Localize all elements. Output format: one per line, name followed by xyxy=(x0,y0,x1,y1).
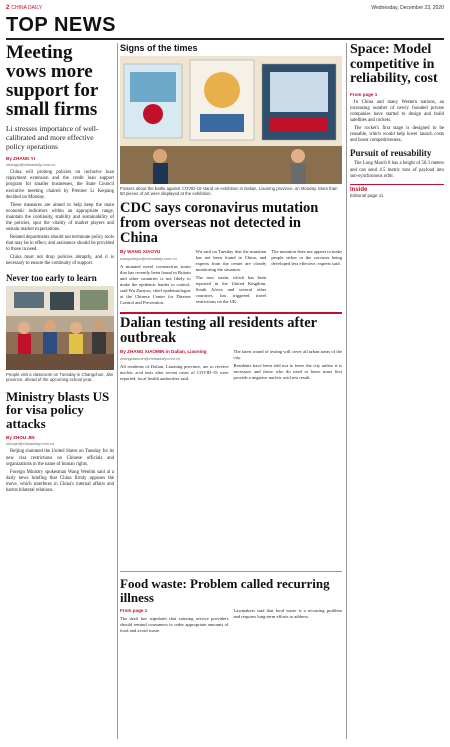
inside-box xyxy=(350,184,444,198)
lead-subhead: Never too early to learn xyxy=(6,272,97,283)
signs-label: Signs of the times xyxy=(120,43,198,53)
dalian-paragraph: The latest round of testing will cover all urban areas of the city. xyxy=(233,349,342,361)
lead-email: zhangyi@chinadaily.com.cn xyxy=(6,162,56,167)
visa-headline[interactable]: Ministry blasts US for visa policy attacks xyxy=(6,388,110,431)
lead-byline: By ZHANG YI xyxy=(6,156,36,161)
cdc-column-2 xyxy=(196,249,267,306)
dalian-column-1 xyxy=(120,349,229,382)
food-story xyxy=(120,575,342,634)
cdc-body xyxy=(120,249,342,306)
lead-headline[interactable]: Meeting vows more support for small firms xyxy=(6,42,99,120)
posters-caption: Posters about the battle against COVID-19 stand on exhibition in Dalian, Liaoning province, on Monday. More than 50 pieces of art were displayed at the exhibition. xyxy=(120,186,338,197)
cdc-headline[interactable]: CDC says coronavirus mutation from overseas not detected in China xyxy=(120,200,319,247)
food-headline[interactable]: Food waste: Problem called recurring illness xyxy=(120,576,330,605)
food-from-label: From page 1 xyxy=(120,608,148,613)
posters-illustration xyxy=(120,56,342,184)
lead-paragraph: China must not drop policies abruptly, and it is necessary to ensure the continuity of support. xyxy=(6,255,114,267)
visa-paragraph: Foreign Ministry spokesman Wang Wenbin said at a daily news briefing that China firmly opposes the move, which interferes in China's internal affairs and harms bilateral relations. xyxy=(6,469,114,494)
visa-email: zhoujin@chinadaily.com.cn xyxy=(6,441,55,447)
dalian-column-2 xyxy=(234,349,343,382)
food-body xyxy=(120,608,342,634)
space-paragraph: The rocket's first stage is designed to be reusable, which would help lower launch costs and boost competitiveness. xyxy=(350,125,444,144)
middle-column xyxy=(120,43,342,382)
left-column xyxy=(6,43,114,496)
section-title: TOP NEWS xyxy=(6,14,116,36)
lead-paragraph: China will prolong policies on inclusive loan repayment extension and the credit loan support program for smaller businesses, the State Council executive meeting chaired by Premier Li Keqiang decided on Monday. xyxy=(6,170,114,200)
food-paragraph: Lawmakers said that food waste is a recurring problem and requires long-term efforts to address. xyxy=(233,608,342,619)
food-column-2 xyxy=(234,608,343,634)
visa-byline: By ZHOU JIN xyxy=(6,435,35,441)
dalian-rule xyxy=(120,312,342,314)
lead-paragraph: Related departments should not terminate policy tools that may be in effect, and assistance should be provided to those in need. xyxy=(6,235,114,253)
column-divider-right xyxy=(346,43,347,739)
cdc-email: wangxiaoyu@chinadaily.com.cn xyxy=(120,256,177,262)
dalian-headline[interactable]: Dalian testing all residents after outbreak xyxy=(120,315,317,347)
inside-label: Inside xyxy=(350,187,368,194)
food-paragraph: The draft law stipulates that catering service providers should remind consumers to order appropriate amounts of food and avoid waste. xyxy=(120,616,229,633)
space-from-label: From page 1 xyxy=(350,91,378,97)
space-body-2 xyxy=(350,161,444,180)
posters-photo xyxy=(120,56,342,184)
cdc-column-1 xyxy=(120,249,191,306)
dalian-paragraph: All residents of Dalian, Liaoning province, are to receive nucleic acid tests after recent cases of COVID-19 were reported, local health authorities said. xyxy=(120,364,229,382)
food-story-rule xyxy=(120,571,342,572)
dalian-email: zhangxiaomin@chinadaily.com.cn xyxy=(120,356,181,362)
visa-paragraph: Beijing slammed the United States on Tuesday for its new visa restrictions on Chinese officials and organizations in the name of human rights. xyxy=(6,449,114,467)
dalian-byline: By ZHANG XIAOMIN in Dalian, Liaoning xyxy=(120,349,207,355)
space-body xyxy=(350,100,444,145)
cdc-column-3 xyxy=(271,249,342,306)
column-divider-left xyxy=(117,43,118,739)
header-rule xyxy=(6,38,444,40)
classroom-caption: People visit a classroom on Tuesday in Changchun, Jilin province, ahead of the upcoming school year. xyxy=(6,371,114,382)
dalian-body xyxy=(120,349,342,382)
cdc-paragraph: The mutation does not appear to make people sicker or the vaccines being developed less effective, experts said. xyxy=(271,249,343,267)
dalian-paragraph: Residents have been told not to leave the city unless it is necessary and those who do need to leave must first provide a negative nucleic acid test result. xyxy=(233,363,342,381)
lead-body xyxy=(6,170,114,268)
classroom-illustration xyxy=(6,286,114,370)
space-paragraph: The Long March 8 has a height of 50.3 meters and can send 4.5 metric tons of payload into sun-synchronous orbit. xyxy=(350,161,444,179)
lead-paragraph: These measures are aimed to help keep the main economic indicators within an appropriate range, maintain the continuity, stability and sustainability of the policies, spur the vitality of market players and sustain market expectations. xyxy=(6,202,114,233)
space-headline[interactable]: Space: Model competitive in reliability, cost xyxy=(350,42,438,86)
space-paragraph: In China and many Western nations, an increasing number of newly founded private companies have started to design and build satellites and rockets. xyxy=(350,99,444,124)
visa-body xyxy=(6,449,114,494)
issue-date: Wednesday, December 23, 2020 xyxy=(371,5,444,11)
inside-item[interactable]: Editorial page 11 xyxy=(350,193,384,199)
lead-deck: Li stresses importance of well-calibrated and more effective policy operations xyxy=(6,124,99,151)
cdc-paragraph: A mutated novel coronavirus strain that has recently been found in Britain and other countries is not likely to make the epidemic harder to control, said Wu Zunyou, chief epidemiologist at the Chinese Center for Disease Control and Prevention. xyxy=(120,264,191,306)
cdc-byline: By WANG XIAOYU xyxy=(120,249,161,255)
cdc-paragraph: Wu said on Tuesday that the mutation has not been found in China, and experts from the center are closely monitoring the situation. xyxy=(195,249,267,273)
paper-name: CHINA DAILY xyxy=(11,5,43,11)
food-column-1 xyxy=(120,608,229,634)
space-subhead: Pursuit of reusability xyxy=(350,148,432,159)
right-column xyxy=(350,43,444,198)
classroom-photo xyxy=(6,286,114,370)
masthead-bar xyxy=(6,4,444,12)
cdc-paragraph: The new strain, which has been reported in the United Kingdom, South Africa and several other countries, has triggered travel restrictions on the UK. xyxy=(195,275,267,305)
page-number: 2 xyxy=(6,5,10,11)
